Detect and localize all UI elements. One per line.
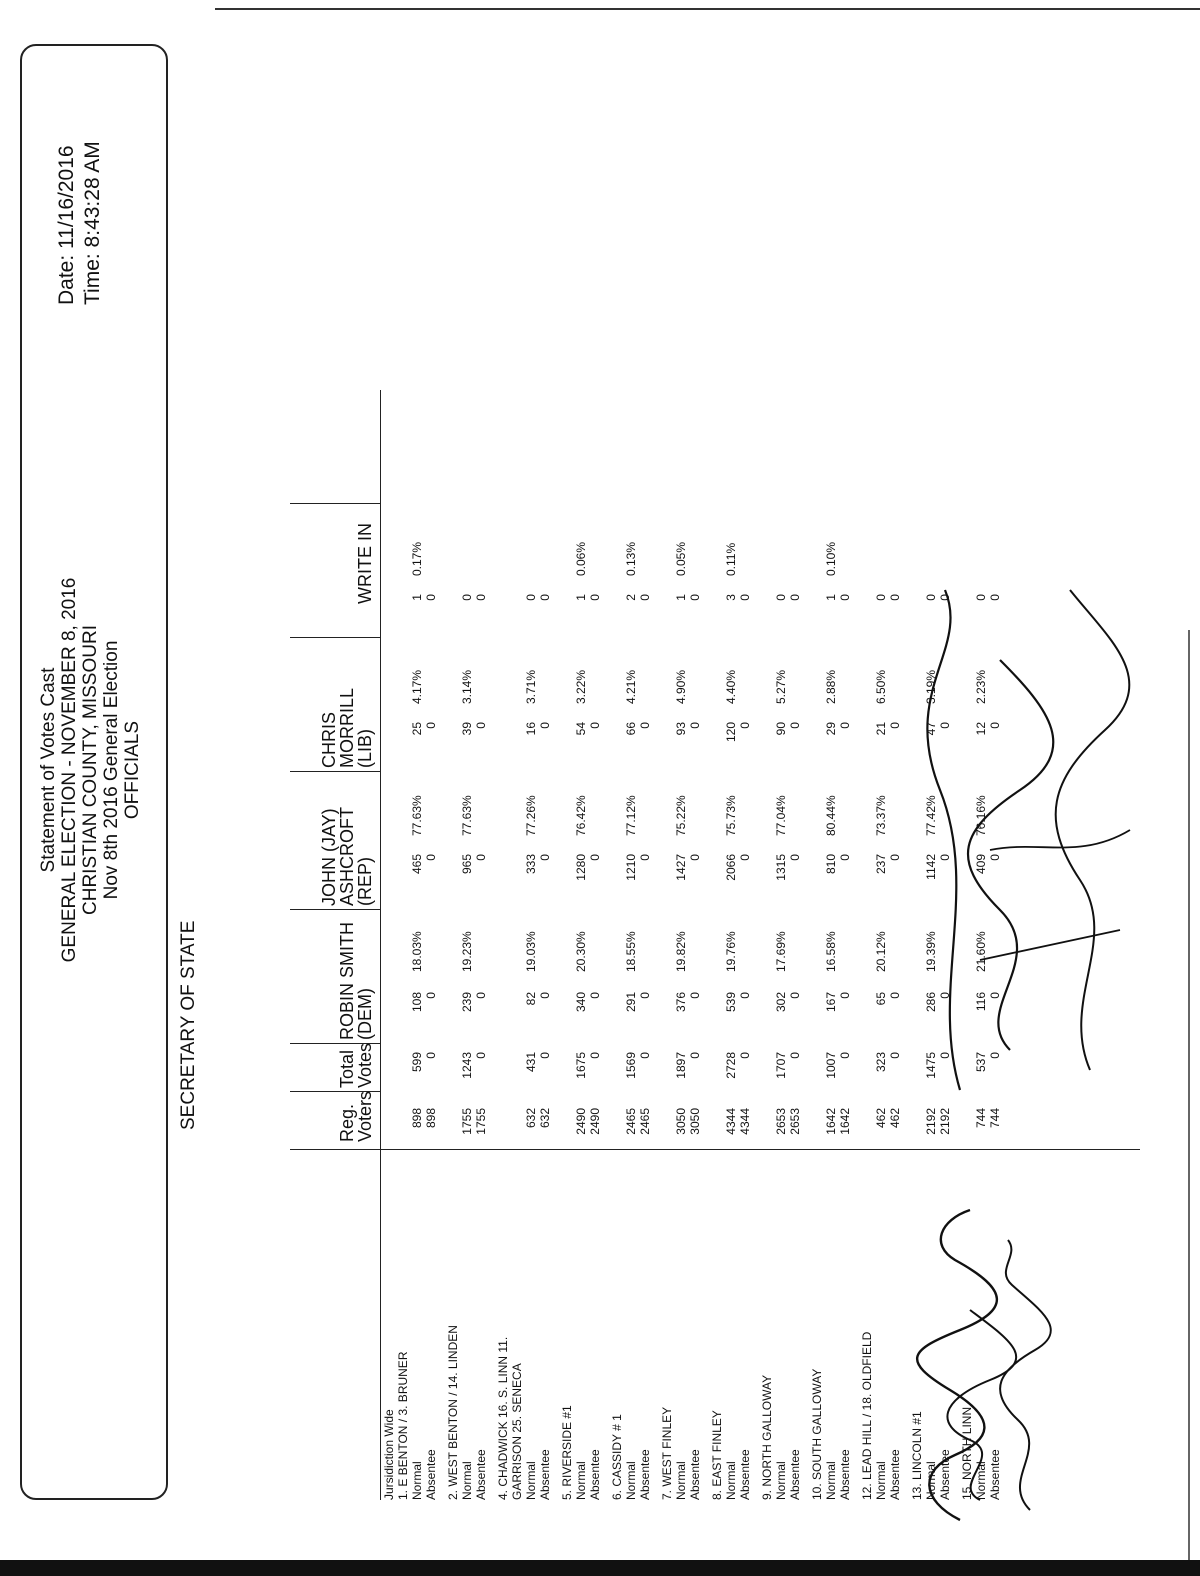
column-divider [290,909,380,910]
candidate-votes-value: 1 [574,594,588,601]
reg-voters-value: 632 [538,1108,552,1129]
candidate-votes-value: 3 [724,594,738,601]
candidate-votes-value: 0 [538,992,552,999]
row-label-absentee: Absentee [788,1449,802,1500]
candidate-percent-value: 77.12% [624,795,638,836]
row-label-absentee: Absentee [738,1449,752,1500]
candidate-votes-value: 93 [674,722,688,736]
reg-voters-value: 2490 [574,1108,588,1135]
candidate-votes-value: 0 [424,594,438,601]
candidate-votes-value: 0 [938,722,952,729]
candidate-percent-value: 19.82% [674,931,688,972]
total-votes-value: 537 [974,1052,988,1073]
total-votes-value: 0 [474,1052,488,1059]
candidate-votes-value: 0 [538,594,552,601]
candidate-percent-value: 4.40% [724,669,738,704]
candidate-votes-value: 1142 [924,854,938,880]
candidate-votes-value: 0 [738,722,752,729]
candidate-votes-value: 0 [988,594,1002,601]
candidate-percent-value: 19.39% [924,931,938,972]
reg-voters-value: 2653 [774,1108,788,1135]
reg-voters-value: 2465 [638,1108,652,1135]
total-votes-value: 0 [988,1052,1002,1059]
precinct-name: 5. RIVERSIDE #1 [560,1405,574,1500]
report-time: Time: 8:43:28 AM [81,141,104,305]
row-label-absentee: Absentee [638,1449,652,1500]
candidate-votes-value: 539 [724,992,738,1013]
candidate-percent-value: 20.30% [574,931,588,972]
candidate-votes-value: 0 [888,594,902,601]
candidate-percent-value: 0.11% [724,542,738,576]
candidate-votes-value: 1280 [574,854,588,881]
total-votes-value: 2728 [724,1052,738,1079]
candidate-votes-value: 0 [588,722,602,729]
precinct-name: 8. EAST FINLEY [710,1410,724,1500]
candidate-percent-value: 0.06% [574,541,588,576]
total-votes-value: 0 [838,1052,852,1059]
row-label-normal: Normal [624,1461,638,1500]
candidate-header-ashcroft: JOHN (JAY) ASHCROFT (REP) [319,807,375,906]
total-votes-value: 323 [874,1052,888,1073]
candidate-percent-value: 3.14% [460,669,474,704]
candidate-percent-value: 2.88% [824,669,838,704]
column-divider [290,503,380,504]
candidate-votes-value: 237 [874,854,888,875]
candidate-votes-value: 1315 [774,854,788,881]
candidate-votes-value: 82 [524,992,538,1006]
title-line: CHRISTIAN COUNTY, MISSOURI [80,625,101,915]
candidate-votes-value: 409 [974,854,988,875]
candidate-votes-value: 0 [738,854,752,861]
candidate-votes-value: 16 [524,722,538,736]
candidate-votes-value: 0 [838,992,852,999]
jurisdiction-label: Jursidiction Wide [382,1409,396,1500]
reg-voters-value: 2192 [924,1108,938,1135]
candidate-percent-value: 77.26% [524,795,538,836]
precinct-name: 4. CHADWICK 16. S. LINN 11. [496,1336,510,1500]
candidate-votes-value: 0 [688,992,702,999]
total-votes-value: 0 [424,1052,438,1059]
reg-voters-value: 2653 [788,1108,802,1135]
total-votes-value: 0 [638,1052,652,1059]
candidate-votes-value: 0 [474,722,488,729]
candidate-votes-value: 0 [538,722,552,729]
candidate-votes-value: 0 [424,722,438,729]
total-votes-value: 0 [888,1052,902,1059]
reg-voters-value: 744 [988,1108,1002,1129]
candidate-votes-value: 0 [688,854,702,861]
row-label-normal: Normal [524,1461,538,1500]
candidate-votes-value: 0 [788,722,802,729]
reg-voters-value: 632 [524,1108,538,1129]
precinct-name: 9. NORTH GALLOWAY [760,1374,774,1500]
signature-image [920,550,1150,1110]
candidate-percent-value: 6.50% [874,669,888,704]
candidate-votes-value: 39 [460,722,474,736]
candidate-votes-value: 0 [424,992,438,999]
candidate-percent-value: 76.16% [974,795,988,836]
candidate-votes-value: 0 [838,594,852,601]
candidate-votes-value: 0 [638,992,652,999]
candidate-percent-value: 76.42% [574,795,588,836]
column-header-rule [380,390,381,1500]
candidate-percent-value: 2.23% [974,669,988,704]
candidate-percent-value: 19.23% [460,931,474,972]
candidate-votes-value: 0 [638,854,652,861]
title-line: OFFICIALS [122,720,143,820]
candidate-percent-value: 75.22% [674,795,688,836]
candidate-votes-value: 65 [874,992,888,1006]
candidate-votes-value: 66 [624,722,638,736]
total-votes-value: 0 [538,1052,552,1059]
candidate-percent-value: 0.17% [410,541,424,576]
candidate-votes-value: 0 [774,594,788,601]
reg-voters-value: 1755 [474,1108,488,1135]
candidate-votes-value: 0 [524,594,538,601]
candidate-percent-value: 4.21% [624,669,638,704]
reg-voters-value: 744 [974,1108,988,1129]
candidate-percent-value: 16.58% [824,931,838,972]
candidate-votes-value: 1 [674,594,688,601]
scan-bottom-edge [0,1560,1200,1576]
candidate-votes-value: 0 [938,854,952,861]
candidate-votes-value: 0 [888,854,902,861]
candidate-votes-value: 29 [824,722,838,736]
candidate-votes-value: 291 [624,992,638,1013]
reg-voters-value: 462 [874,1108,888,1129]
precinct-name: 13. LINCOLN #1 [910,1411,924,1500]
candidate-percent-value: 0.05% [674,541,688,576]
reg-voters-value: 4344 [724,1108,738,1135]
candidate-votes-value: 0 [988,722,1002,729]
total-votes-value: 1897 [674,1052,688,1079]
candidate-percent-value: 3.19% [924,669,938,704]
rotated-statement-sheet [20,40,1140,1500]
candidate-votes-value: 90 [774,722,788,736]
candidate-votes-value: 1427 [674,854,688,881]
candidate-votes-value: 0 [588,992,602,999]
candidate-percent-value: 0.10% [824,541,838,576]
precinct-name: 7. WEST FINLEY [660,1406,674,1500]
candidate-votes-value: 108 [410,992,424,1013]
precinct-name: 6. CASSIDY # 1 [610,1414,624,1500]
candidate-votes-value: 0 [460,594,474,601]
candidate-percent-value: 77.63% [460,795,474,836]
row-label-absentee: Absentee [888,1449,902,1500]
candidate-votes-value: 0 [538,854,552,861]
candidate-percent-value: 17.69% [774,931,788,972]
reg-voters-value: 3050 [688,1108,702,1135]
candidate-header-write-in: WRITE IN [355,523,375,604]
candidate-votes-value: 286 [924,992,938,1013]
precinct-name: 1. E BENTON / 3. BRUNER [396,1351,410,1500]
row-label-absentee: Absentee [838,1449,852,1500]
candidate-votes-value: 0 [588,854,602,861]
title-line: Nov 8th 2016 General Election [101,640,122,900]
candidate-percent-value: 20.12% [874,931,888,972]
reg-voters-value: 2192 [938,1108,952,1135]
candidate-votes-value: 0 [474,854,488,861]
top-edge-rule [215,8,1200,10]
candidate-header-smith: ROBIN SMITH (DEM) [337,921,375,1040]
precinct-name: 2. WEST BENTON / 14. LINDEN [446,1325,460,1500]
candidate-votes-value: 810 [824,854,838,875]
reg-voters-value: 462 [888,1108,902,1129]
row-label-normal: Normal [410,1461,424,1500]
row-label-normal: Normal [724,1461,738,1500]
candidate-votes-value: 965 [460,854,474,875]
total-votes-value: 1569 [624,1052,638,1079]
row-label-normal: Normal [674,1461,688,1500]
candidate-votes-value: 0 [638,722,652,729]
candidate-votes-value: 167 [824,992,838,1013]
candidate-votes-value: 120 [724,722,738,743]
candidate-votes-value: 0 [638,594,652,601]
reg-voters-value: 1642 [824,1108,838,1135]
row-label-absentee: Absentee [474,1449,488,1500]
total-votes-header: Total Votes [337,1042,375,1088]
total-votes-value: 0 [738,1052,752,1059]
total-votes-value: 1475 [924,1052,938,1079]
report-timestamp [54,141,106,305]
row-label-absentee: Absentee [688,1449,702,1500]
row-label-normal: Normal [774,1461,788,1500]
reg-voters-header: Reg. Voters [337,1090,375,1142]
total-votes-value: 0 [688,1052,702,1059]
column-divider [290,771,380,772]
row-label-normal: Normal [824,1461,838,1500]
candidate-percent-value: 77.63% [410,795,424,836]
candidate-votes-value: 0 [838,722,852,729]
row-label-absentee: Absentee [538,1449,552,1500]
row-label-normal: Normal [874,1461,888,1500]
candidate-votes-value: 0 [788,992,802,999]
reg-voters-value: 2490 [588,1108,602,1135]
candidate-percent-value: 18.03% [410,931,424,972]
reg-voters-value: 4344 [738,1108,752,1135]
candidate-votes-value: 2 [624,594,638,601]
candidate-votes-value: 0 [938,594,952,601]
row-label-absentee: Absentee [988,1449,1002,1500]
reg-voters-value: 898 [424,1108,438,1129]
reg-voters-value: 3050 [674,1108,688,1135]
candidate-votes-value: 116 [974,992,988,1012]
candidate-header-morrill: CHRIS MORRILL (LIB) [319,687,375,768]
row-label-normal: Normal [460,1461,474,1500]
candidate-votes-value: 21 [874,722,888,736]
candidate-votes-value: 0 [988,854,1002,861]
row-label-normal: Normal [574,1461,588,1500]
candidate-votes-value: 0 [788,594,802,601]
precinct-name: 12. LEAD HILL / 18. OLDFIELD [860,1331,874,1500]
candidate-votes-value: 0 [738,594,752,601]
total-votes-value: 1707 [774,1052,788,1079]
candidate-votes-value: 47 [924,722,938,736]
candidate-percent-value: 19.03% [524,931,538,972]
candidate-votes-value: 465 [410,854,424,875]
candidate-percent-value: 18.55% [624,931,638,972]
candidate-percent-value: 3.22% [574,669,588,704]
candidate-votes-value: 0 [688,722,702,729]
reg-voters-value: 1755 [460,1108,474,1135]
row-label-absentee: Absentee [424,1449,438,1500]
candidate-votes-value: 0 [938,992,952,999]
label-column-divider [380,1149,1140,1150]
total-votes-value: 599 [410,1052,424,1073]
candidate-votes-value: 0 [988,992,1002,999]
title-line: Statement of Votes Cast [38,667,59,873]
candidate-votes-value: 0 [474,594,488,601]
candidate-votes-value: 0 [424,854,438,861]
total-votes-value: 431 [524,1052,538,1073]
candidate-percent-value: 77.04% [774,795,788,836]
candidate-votes-value: 0 [474,992,488,999]
candidate-percent-value: 4.90% [674,669,688,704]
candidate-votes-value: 376 [674,992,688,1013]
candidate-votes-value: 333 [524,854,538,875]
candidate-percent-value: 0.13% [624,541,638,576]
candidate-votes-value: 0 [888,992,902,999]
candidate-percent-value: 75.73% [724,795,738,836]
title-line: GENERAL ELECTION - NOVEMBER 8, 2016 [59,577,80,963]
candidate-percent-value: 5.27% [774,669,788,704]
candidate-votes-value: 0 [588,594,602,601]
total-votes-value: 0 [938,1052,952,1059]
column-divider [290,637,380,638]
precinct-name: 15. NORTH LINN [960,1406,974,1500]
candidate-votes-value: 0 [688,594,702,601]
row-label-normal: Normal [974,1461,988,1500]
total-votes-value: 1243 [460,1052,474,1079]
candidate-votes-value: 239 [460,992,474,1013]
reg-voters-value: 898 [410,1108,424,1129]
row-label-absentee: Absentee [938,1449,952,1500]
candidate-votes-value: 340 [574,992,588,1013]
candidate-votes-value: 0 [838,854,852,861]
candidate-votes-value: 25 [410,722,424,736]
row-label-normal: Normal [924,1461,938,1500]
reg-voters-value: 1642 [838,1108,852,1135]
candidate-votes-value: 2066 [724,854,738,881]
candidate-votes-value: 1 [824,594,838,601]
candidate-votes-value: 12 [974,722,988,736]
candidate-votes-value: 0 [788,854,802,861]
candidate-votes-value: 54 [574,722,588,736]
candidate-votes-value: 0 [738,992,752,999]
candidate-percent-value: 21.60% [974,931,988,972]
right-edge-mark [1188,630,1190,1570]
candidate-percent-value: 77.42% [924,795,938,836]
total-votes-value: 0 [588,1052,602,1059]
total-votes-value: 0 [788,1052,802,1059]
report-date: Date: 11/16/2016 [55,145,78,305]
precinct-name: GARRISON 25. SENECA [510,1363,524,1500]
total-votes-value: 1007 [824,1052,838,1079]
candidate-votes-value: 1 [410,594,424,601]
candidate-votes-value: 0 [974,594,988,601]
total-votes-value: 1675 [574,1052,588,1079]
candidate-votes-value: 0 [874,594,888,601]
candidate-percent-value: 4.17% [410,669,424,704]
candidate-percent-value: 73.37% [874,795,888,836]
precinct-name: 10. SOUTH GALLOWAY [810,1368,824,1500]
candidate-votes-value: 0 [924,594,938,601]
candidate-percent-value: 19.76% [724,931,738,972]
reg-voters-value: 2465 [624,1108,638,1135]
row-label-absentee: Absentee [588,1449,602,1500]
column-divider [290,1149,380,1150]
candidate-votes-value: 1210 [624,854,638,881]
candidate-votes-value: 0 [888,722,902,729]
candidate-percent-value: 3.71% [524,669,538,704]
candidate-votes-value: 302 [774,992,788,1013]
race-title: SECRETARY OF STATE [178,920,199,1130]
candidate-percent-value: 80.44% [824,795,838,836]
